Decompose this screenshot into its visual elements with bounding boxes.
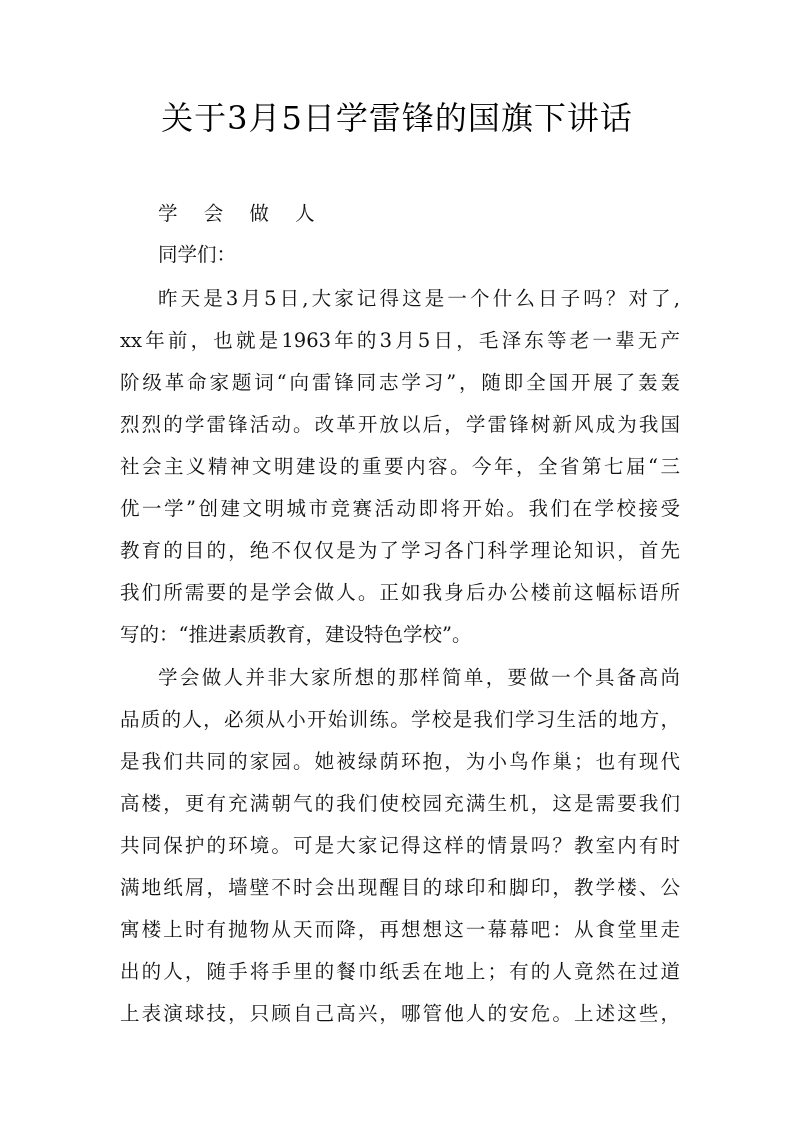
salutation: 同学们：	[158, 243, 237, 266]
paragraph-line: 教育的目的，绝不仅仅是为了学习各门科学理论知识，首先	[120, 539, 680, 562]
paragraph-line: 品质的人，必须从小开始训练。学校是我们学习生活的地方，	[120, 708, 680, 731]
paragraph-line: xx年前，也就是1963年的3月5日，毛泽东等老一辈无产	[120, 329, 680, 352]
paragraph-line: 是我们共同的家园。她被绿荫环抱，为小鸟作巢；也有现代	[120, 750, 680, 773]
paragraph-line: 学会做人并非大家所想的那样简单，要做一个具备高尚	[158, 666, 680, 689]
paragraph-line: 阶级革命家题词“向雷锋同志学习”，随即全国开展了轰轰	[120, 371, 680, 394]
paragraph-line: 上表演球技，只顾自己高兴，哪管他人的安危。上述这些，	[120, 1002, 680, 1025]
paragraph-line: 出的人，随手将手里的餐巾纸丢在地上；有的人竟然在过道	[120, 960, 680, 983]
paragraph-line: 高楼，更有充满朝气的我们使校园充满生机，这是需要我们	[120, 792, 680, 815]
paragraph-line: 满地纸屑，墙壁不时会出现醒目的球印和脚印，教学楼、公	[120, 876, 680, 899]
paragraph-line: 寓楼上时有抛物从天而降，再想想这一幕幕吧：从食堂里走	[120, 918, 680, 941]
paragraph-line: 我们所需要的是学会做人。正如我身后办公楼前这幅标语所	[120, 581, 680, 604]
paragraph-line: 昨天是3月5日,大家记得这是一个什么日子吗？对了,	[158, 287, 680, 310]
paragraph-line: 社会主义精神文明建设的重要内容。今年，全省第七届“三	[120, 455, 680, 478]
subheading: 学 会 做 人	[158, 202, 325, 225]
paragraph-line: 优一学”创建文明城市竞赛活动即将开始。我们在学校接受	[120, 497, 680, 520]
paragraph-line: 烈烈的学雷锋活动。改革开放以后，学雷锋树新风成为我国	[120, 413, 680, 436]
paragraph-line: 共同保护的环境。可是大家记得这样的情景吗？教室内有时	[120, 834, 680, 857]
document-title: 关于3月5日学雷锋的国旗下讲话	[161, 99, 633, 137]
paragraph-line: 写的：“推进素质教育，建设特色学校”。	[120, 623, 472, 646]
